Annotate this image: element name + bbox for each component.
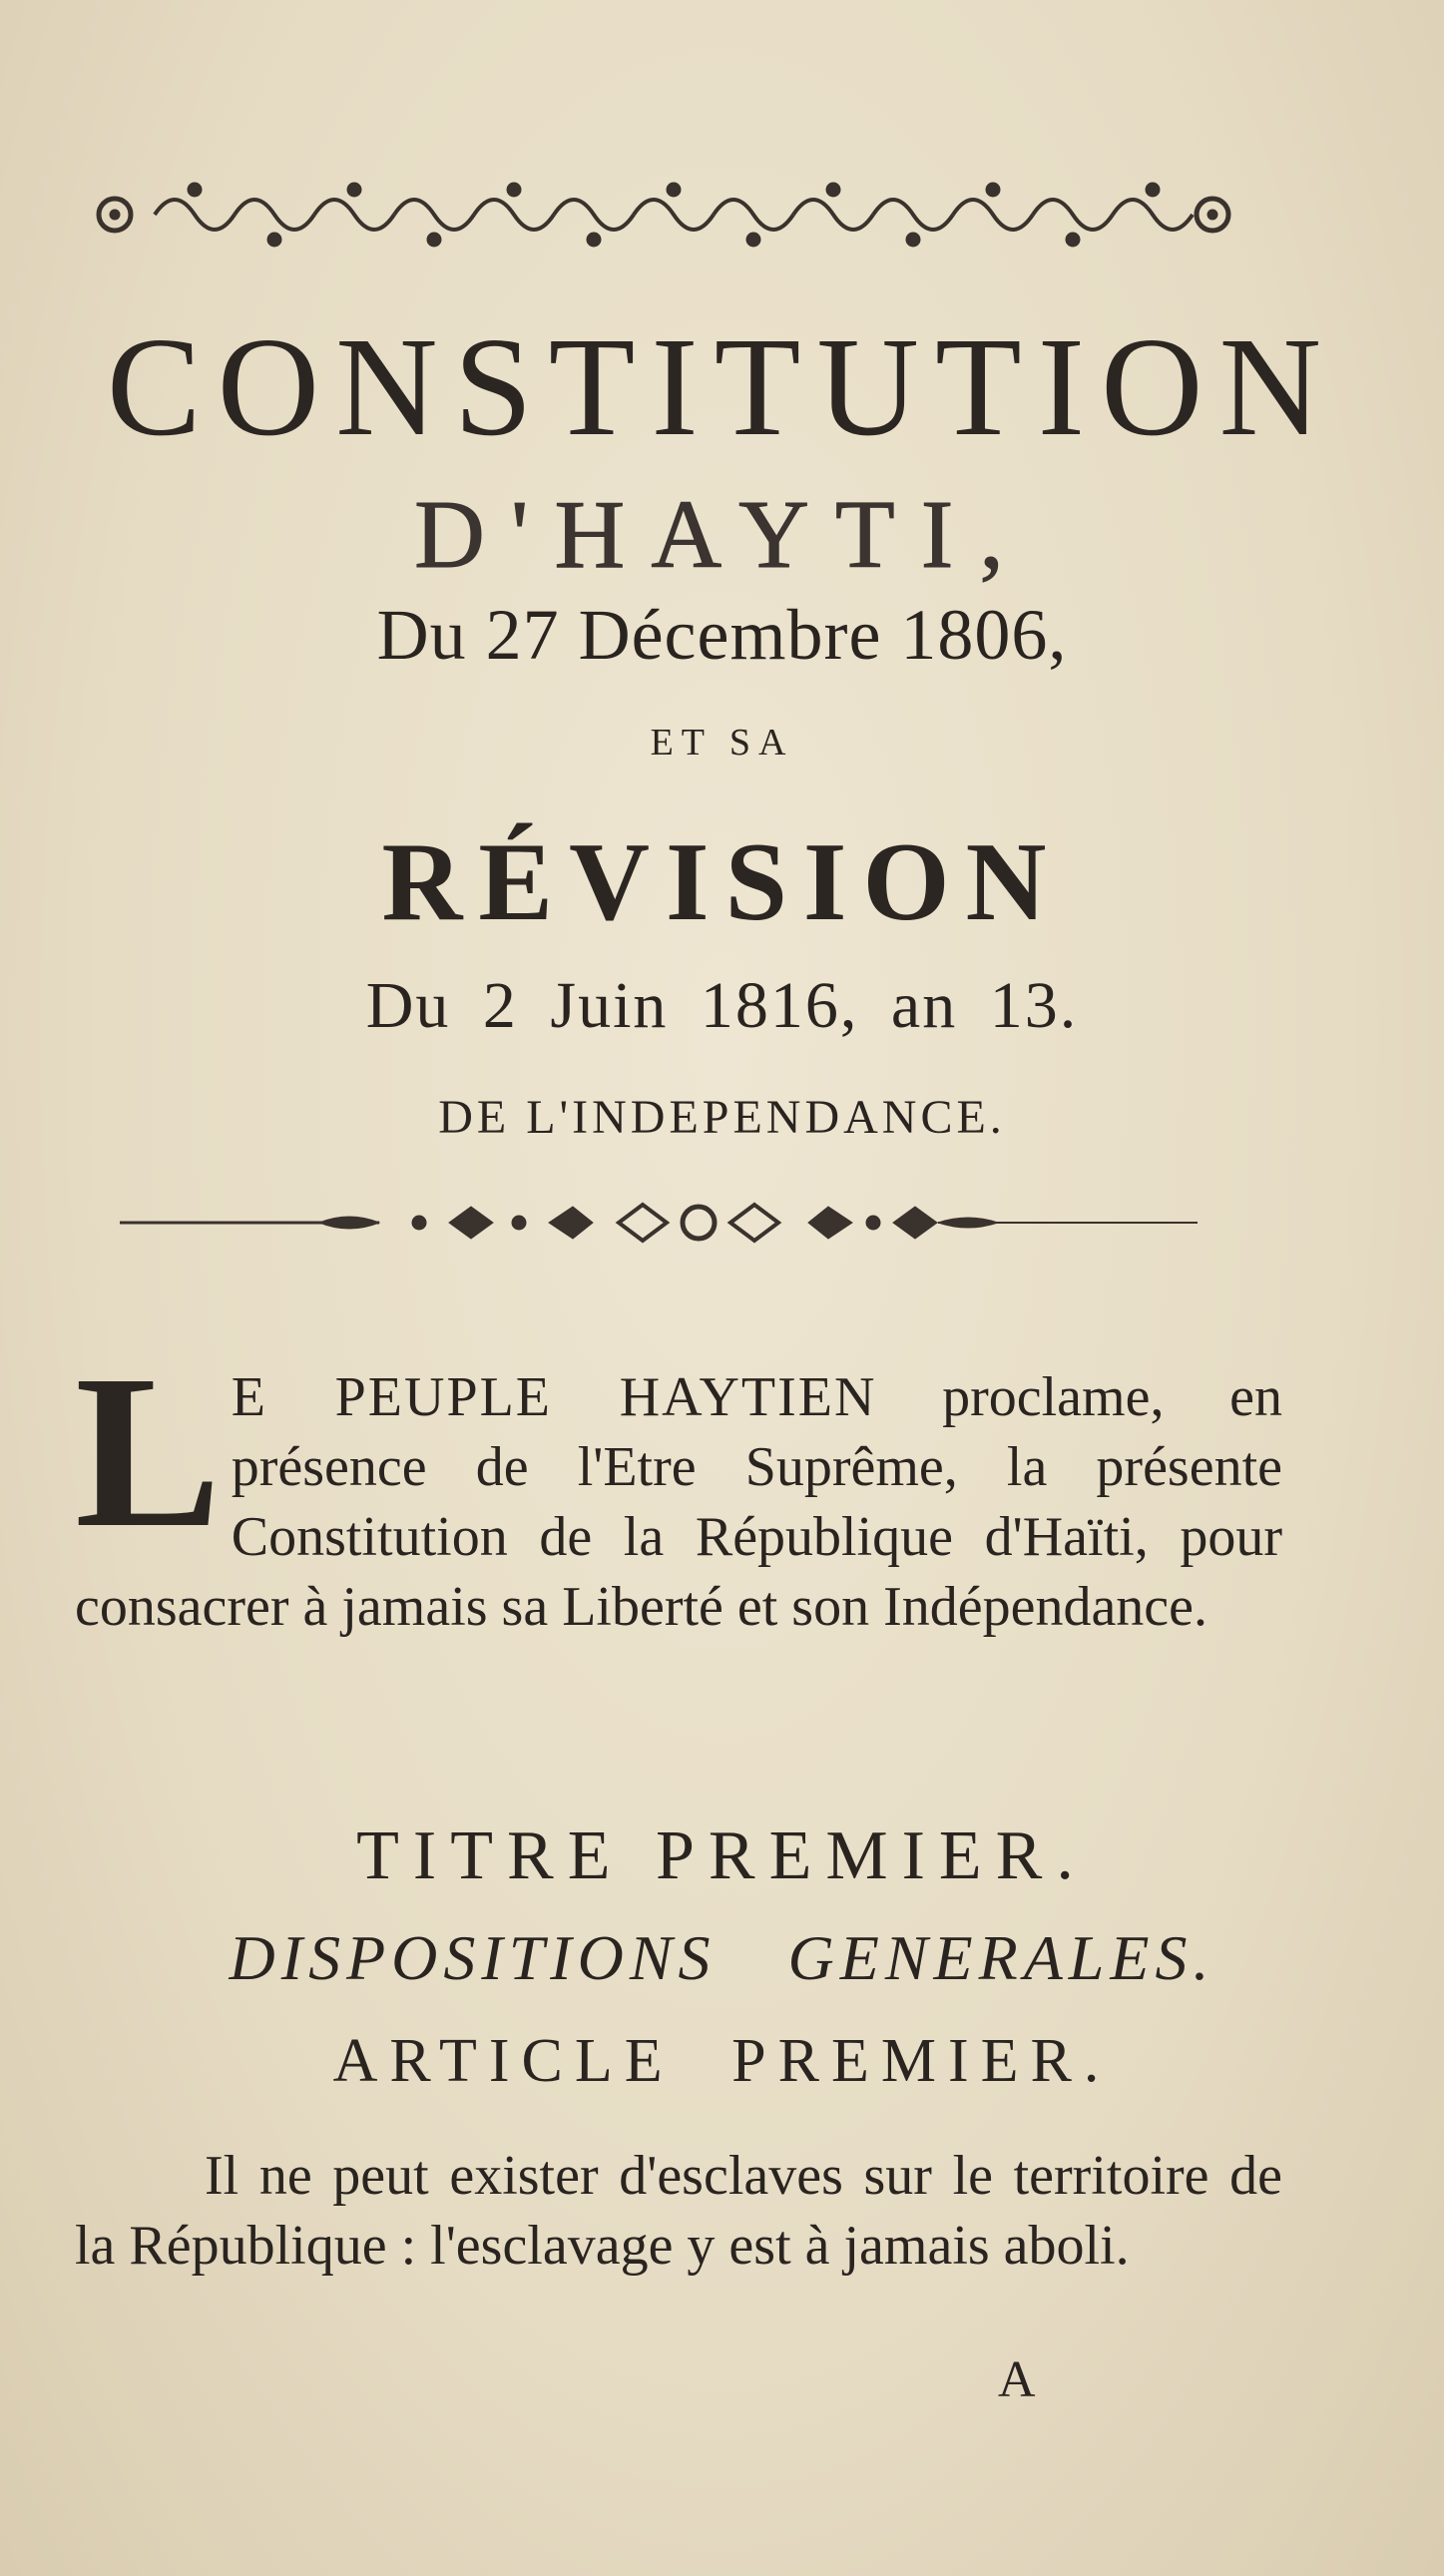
title-dhayti: D'HAYTI, xyxy=(414,481,1030,589)
signature-mark: A xyxy=(998,2351,1036,2408)
dispositions-heading: DISPOSITIONS GENERALES. xyxy=(229,1922,1215,1993)
preamble-lead: E PEUPLE HAYTIEN xyxy=(231,1366,877,1428)
title-independance: DE L'INDEPENDANCE. xyxy=(438,1091,1006,1144)
title-et-sa: ET SA xyxy=(650,722,794,764)
ornament-top-border-icon xyxy=(85,170,1242,259)
article-paragraph: Il ne peut exister d'esclaves sur le territoire de la République : l'esclavage y est à jamais aboli. xyxy=(75,2145,1282,2277)
title-date-1806: Du 27 Décembre 1806, xyxy=(376,595,1068,675)
preamble-text: proclame, en présence de l'Etre Suprême, la présente Constitution de la République d'Haïti, pour consacrer à jamais sa Liberté et son Indépendance. xyxy=(75,1366,1282,1638)
title-constitution: CONSTITUTION xyxy=(106,307,1338,465)
preamble-paragraph xyxy=(75,1329,1282,1642)
ornament-divider-icon xyxy=(120,1193,1198,1253)
article-heading: ARTICLE PREMIER. xyxy=(332,2027,1112,2095)
title-date-1816: Du 2 Juin 1816, an 13. xyxy=(365,969,1079,1042)
title-revision: RÉVISION xyxy=(381,820,1063,944)
titre-heading: TITRE PREMIER. xyxy=(356,1817,1088,1894)
drop-cap-letter: L xyxy=(75,1329,222,1573)
